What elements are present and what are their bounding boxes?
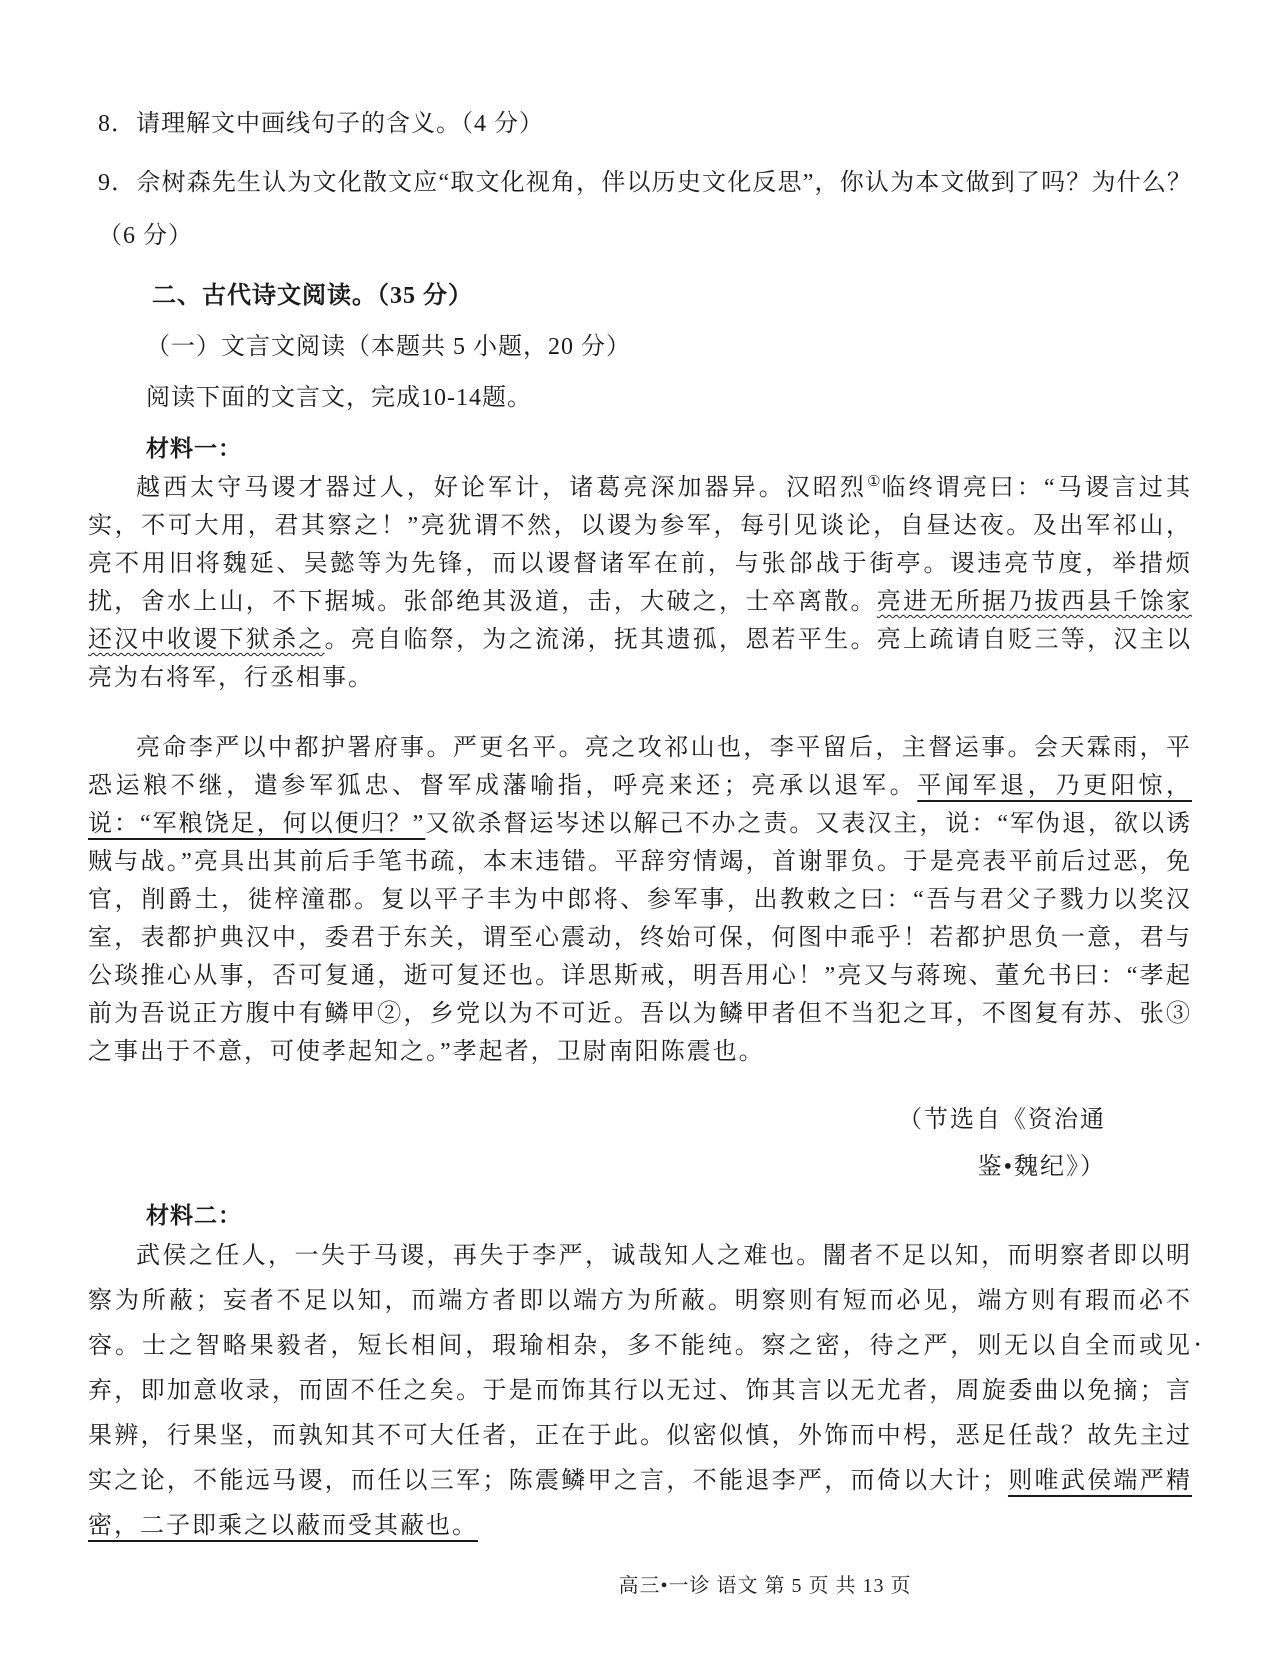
material1-label: 材料一： [146,436,242,461]
text-segment: 之！”亮犹谓不然，以谡为参军，每引见谈论，自昼达夜。及出军祁山，亮不用旧将魏延、吴懿等为先锋，而以谡督诸军在前，与张郃战于街亭。谡违亮节度，举措烦扰，舍水上山，不下据城。张郃绝其汲道，击，大破之，士卒离散。 [88,513,1193,615]
text-segment: 又欲杀督运岑述以解己不办之责。又表汉主，说：“军伪退，欲以诱贼与战。”亮具出其前后手笔书疏，本末违错。平辞穷情竭，首谢罪负。于是亮表平前后过恶，免官，削爵土，徙梓潼郡。复以平子丰为中郎将、参军事，出教敕之曰：“吾与君父子戮力以奖汉室，表都护典汉中，委君于东关，谓至心震动，终始可保，何图中乖乎！若都护思负一意，君与公琰推心从事，否可复通，逝可复还也。详思斯戒，明吾用心！”亮又与蒋琬、董允书曰：“孝起前为吾说正方腹中有鳞甲②，乡党以为不可近。吾以为鳞甲者但不当犯之耳，不 [88,811,1193,1027]
text-segment: 。亮自临祭，为之流涕，抚其遗孤，恩若平生。亮上疏请自贬三等，汉主以亮为右将军，行丞相事。 [88,627,1193,691]
segment-wavy: 亮进无所据乃拔西县千馀家还汉中收谡下狱杀之 [88,589,1192,653]
text-segment: 弃，即加意收录，而固不任之矣。于是而饰其行以无过、饰其言以无尤者，周旋委曲以免摘；言果辨，行果坚，而孰知其不可大任者，正在于此。似密似慎，外饰而中枵， [88,1378,1192,1449]
segment-dot: 恶 • [956,1423,982,1449]
attribution-line-1: （节选自《资治通 [898,1107,1106,1133]
segment-u: 则唯武侯端严精密，二子即乘之以蔽而受其蔽也。 [88,1468,1193,1539]
text-segment: 亮命李严以中都护署府事。严更名平。亮之攻祁山也，李平留后，主督运事。会天霖雨，平恐运粮不继，遣参军狐忠、督军成藩喻指，呼亮来还；亮承以退军。 [88,735,1192,799]
attribution-line-2: 鉴•魏纪》） [977,1154,1106,1180]
section-instruction: 阅读下面的文言文，完成10-14题。 [146,385,532,411]
segment-u: 平闻军退，乃更阳惊，说：“军粮饶足，何以便归？” [88,773,1193,837]
text-segment: 足任哉？故先主过实之论，不能远马谡，而任以三军；陈震鳞甲之言，不能退李严，而倚以大计； [88,1423,1193,1494]
question-8: 8．请理解文中画线句子的含义。（4 分） [98,111,544,137]
text-segment: 武侯之任人，一失于马谡，再失于李严，诚哉知人之难也。闇者不足以知，而明察者即以明察为所蔽；妄者不足以知，而端方者即以端方为所蔽。明察则有短而必见，端方则有瑕而必不容。士之智略果毅者，短长相间，瑕瑜相杂，多不能纯。察之密，待之严，则无以自全而或 [88,1243,1192,1359]
question-9: 9．佘树森先生认为文化散文应“取文化视角，伴以历史文化反思”，你认为本文做到了吗？为什么？（6 分） [98,170,1192,249]
section-subtitle: （一）文言文阅读（本题共 5 小题，20 分） [146,334,631,360]
material2-paragraph-1 [88,1234,1192,1549]
source-attribution [88,1097,1192,1191]
text-segment: 复有苏、张③之事出于不意，可使孝起知之。”孝起者，卫尉南阳陈震也。 [88,1001,1193,1065]
page-footer: 高三•一诊 语文 第 5 页 共 13 页 [618,1575,912,1597]
material1-paragraph-1 [88,469,1192,697]
material1-paragraph-2 [88,729,1192,1071]
text-segment: 越西太守马谡才器过人，好论军计，诸葛亮深加器异。汉昭烈 [136,475,868,501]
segment-dot: 图 • [1008,1001,1034,1027]
segment-dot: 见 • [1166,1333,1192,1359]
segment-dot: 察 • [328,513,355,539]
material2-label: 材料二： [146,1203,242,1228]
section-title: 二、古代诗文阅读。（35 分） [152,283,473,309]
text-segment: 临终谓亮曰：“马谡言过其实，不可大用，君其 [88,475,1192,539]
segment-sup: ① [867,474,882,490]
